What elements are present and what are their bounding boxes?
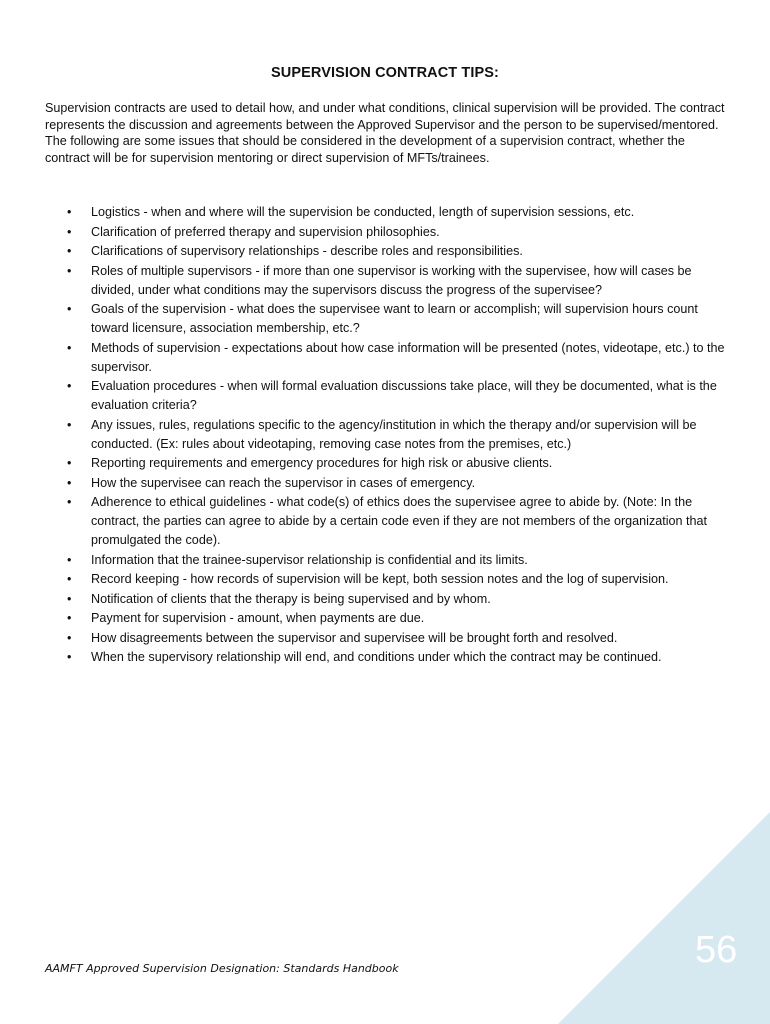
bullet-icon: • (67, 552, 72, 567)
list-item-text: Payment for supervision - amount, when payments are due. (91, 611, 425, 625)
page-number: 56 (695, 929, 738, 971)
list-item (45, 493, 735, 550)
list-item (45, 609, 735, 628)
bullet-icon: • (67, 591, 72, 606)
bullet-icon: • (67, 572, 72, 586)
list-item (45, 339, 735, 377)
list-item (45, 242, 735, 261)
footer-text: AAMFT Approved Supervision Designation: Standards Handbook (45, 962, 399, 975)
list-item-text: Roles of multiple supervisors - if more than one supervisor is working with the supervisee, how will cases be divided, under what conditions may the supervisors discuss the progress of the supervisee? (91, 263, 692, 297)
list-item (45, 629, 735, 648)
list-item (45, 300, 735, 338)
list-item (45, 570, 735, 589)
bullet-icon: • (67, 263, 72, 278)
bullet-icon: • (67, 611, 72, 625)
list-item-text: Evaluation procedures - when will formal evaluation discussions take place, will they be documented, what is the evaluation criteria? (91, 379, 717, 412)
bullet-icon: • (67, 630, 72, 645)
list-item-text: Logistics - when and where will the supervision be conducted, length of supervision sessions, etc. (91, 205, 635, 219)
bullet-icon: • (67, 456, 72, 470)
list-item-text: Adherence to ethical guidelines - what code(s) of ethics does the supervisee agree to abide by. (Note: In the contract, the parties can agree to abide by a certain code even if they are not members of the organization that promulgated the code). (91, 495, 708, 547)
list-item-text: Information that the trainee-supervisor relationship is confidential and its limits. (91, 552, 528, 567)
list-item (45, 223, 735, 242)
list-item-text: Clarification of preferred therapy and supervision philosophies. (91, 224, 440, 239)
bullet-icon: • (67, 302, 72, 316)
page-title: SUPERVISION CONTRACT TIPS: (271, 65, 499, 81)
bullet-icon: • (67, 650, 72, 664)
bullet-icon: • (67, 224, 72, 239)
list-item-text: Any issues, rules, regulations specific to the agency/institution in which the therapy and/or supervision will be conducted. (Ex: rules about videotaping, removing case notes from the premises, etc.) (91, 417, 697, 451)
list-item (45, 474, 735, 493)
list-item (45, 377, 735, 415)
bullet-icon: • (67, 495, 72, 509)
list-item-text: How disagreements between the supervisor and supervisee will be brought forth and resolved. (91, 630, 618, 645)
intro-paragraph: Supervision contracts are used to detail how, and under what conditions, clinical supervision will be provided. The contract represents the discussion and agreements between the Approved Supervisor and the person to be supervised/mentored. The following are some issues that should be considered in the development of a supervision contract, whether the contract will be for supervision mentoring or direct supervision of MFTs/trainees. (45, 101, 725, 165)
bullet-icon: • (67, 417, 72, 432)
list-item-text: Record keeping - how records of supervision will be kept, both session notes and the log of supervision. (91, 572, 669, 586)
list-item-text: Notification of clients that the therapy is being supervised and by whom. (91, 591, 491, 606)
tips-list (45, 203, 735, 668)
list-item-text: Reporting requirements and emergency procedures for high risk or abusive clients. (91, 456, 553, 470)
list-item (45, 262, 735, 300)
list-item-text: When the supervisory relationship will end, and conditions under which the contract may be continued. (91, 650, 662, 664)
bullet-icon: • (67, 475, 72, 490)
list-item-text: How the supervisee can reach the supervisor in cases of emergency. (91, 475, 476, 490)
bullet-icon: • (67, 244, 72, 258)
list-item-text: Methods of supervision - expectations about how case information will be presented (notes, videotape, etc.) to the supervisor. (91, 340, 725, 374)
list-item (45, 454, 735, 473)
corner-triangle-decoration (558, 812, 770, 1024)
bullet-icon: • (67, 340, 72, 355)
list-item (45, 648, 735, 667)
list-item (45, 551, 735, 570)
list-item-text: Goals of the supervision - what does the supervisee want to learn or accomplish; will supervision hours count toward licensure, association membership, etc.? (91, 302, 698, 335)
list-item (45, 416, 735, 454)
list-item (45, 590, 735, 609)
bullet-icon: • (67, 379, 72, 393)
bullet-icon: • (67, 205, 72, 219)
list-item-text: Clarifications of supervisory relationships - describe roles and responsibilities. (91, 244, 523, 258)
list-item (45, 203, 735, 222)
